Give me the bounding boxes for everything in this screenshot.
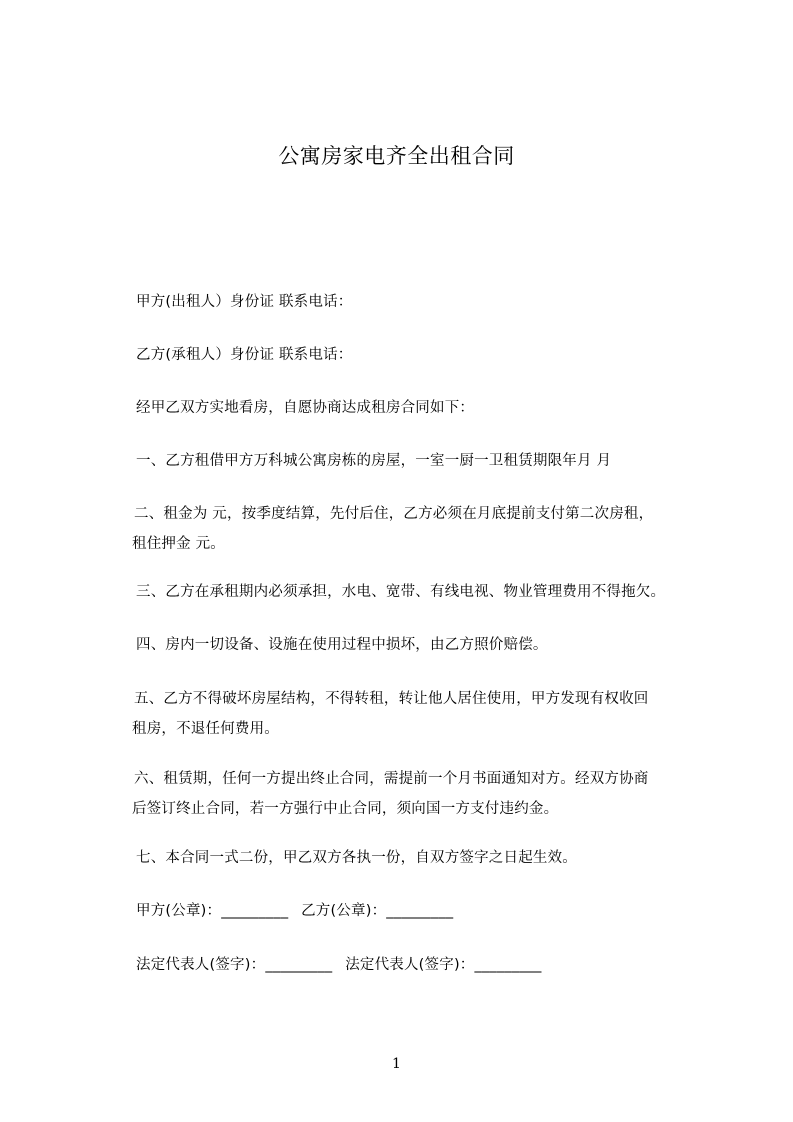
clause-7: 七、本合同一式二份，甲乙双方各执一份，自双方签字之日起生效。	[136, 850, 577, 866]
page-title: 公寓房家电齐全出租合同	[278, 144, 515, 168]
party-a-representative-field: 法定代表人(签字)：_________	[136, 957, 333, 973]
page-number: 1	[392, 1056, 401, 1072]
clause-4: 四、房内一切设备、设施在使用过程中损坏，由乙方照价赔偿。	[136, 637, 548, 653]
party-b-seal-field: 乙方(公章)：_________	[301, 903, 454, 919]
clause-2-line-1: 二、租金为 元，按季度结算，先付后住，乙方必须在月底提前支付第二次房租，	[134, 506, 654, 522]
clause-5	[134, 684, 709, 744]
clause-1: 一、乙方租借甲方万科城公寓房栋的房屋，一室一厨一卫租赁期限年月 月	[136, 453, 612, 469]
party-b-representative-field: 法定代表人(签字)：_________	[345, 957, 542, 973]
seal-row	[136, 896, 453, 926]
representative-row	[136, 950, 542, 980]
clause-2	[134, 499, 709, 559]
clause-3: 三、乙方在承租期内必须承担，水电、宽带、有线电视、物业管理费用不得拖欠。	[136, 584, 666, 600]
clause-2-line-2: 租住押金 元。	[132, 536, 226, 552]
party-b-line: 乙方(承租人）身份证 联系电话：	[136, 347, 353, 363]
party-a-line: 甲方(出租人）身份证 联系电话：	[136, 294, 353, 310]
clause-6-line-2: 后签订终止合同，若一方强行中止合同，须向国一方支付违约金。	[132, 801, 559, 817]
clause-6	[134, 764, 709, 824]
clause-5-line-2: 租房，不退任何费用。	[132, 721, 279, 737]
intro-paragraph: 经甲乙双方实地看房，自愿协商达成租房合同如下：	[136, 400, 475, 416]
clause-6-line-1: 六、租赁期，任何一方提出终止合同，需提前一个月书面通知对方。经双方协商	[134, 771, 649, 787]
party-a-seal-field: 甲方(公章)：_________	[136, 903, 289, 919]
clause-5-line-1: 五、乙方不得破坏房屋结构，不得转租，转让他人居住使用，甲方发现有权收回	[134, 691, 649, 707]
